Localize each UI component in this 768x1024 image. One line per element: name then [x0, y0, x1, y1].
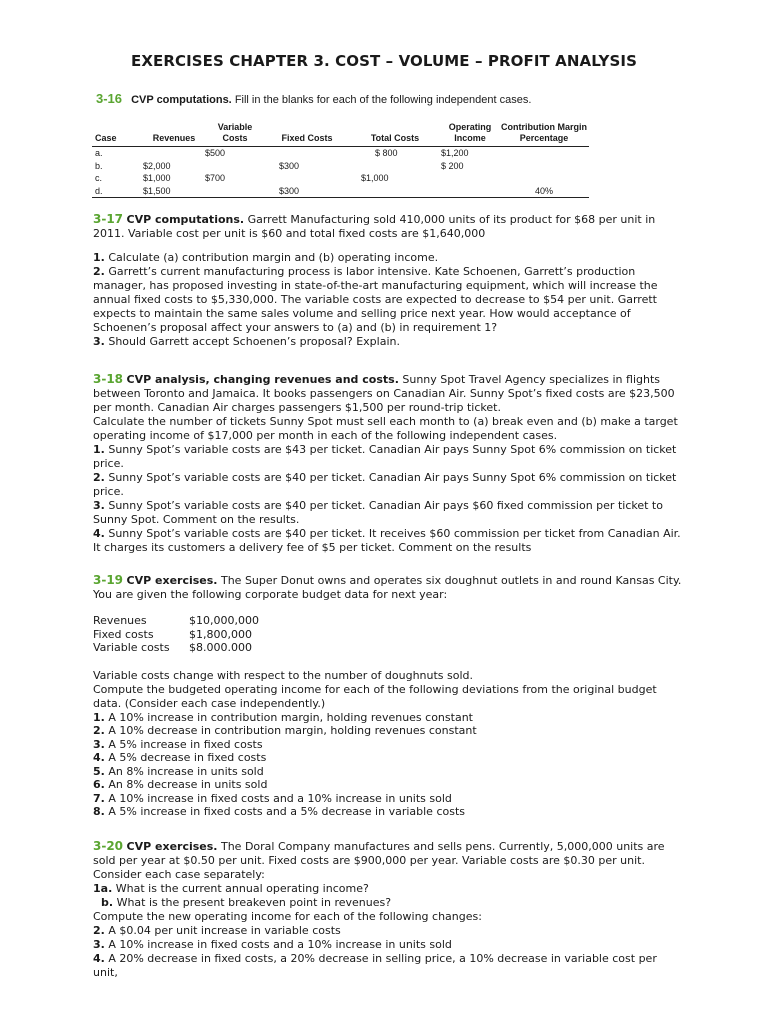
- page-title: EXERCISES CHAPTER 3. COST – VOLUME – PROFIT ANALYSIS: [130, 52, 638, 70]
- exercise-title: CVP exercises.: [126, 574, 218, 587]
- budget-data: [93, 614, 683, 655]
- exercise-title: CVP computations.: [131, 94, 232, 106]
- table-cell: c.: [95, 173, 103, 183]
- list-item: 3. Should Garrett accept Schoenen’s proposal? Explain.: [93, 335, 400, 348]
- table-cell: $1,000: [361, 173, 389, 183]
- exercise-number: 3-17: [93, 212, 124, 226]
- table-cell: [205, 160, 265, 173]
- col-header-revenues: Revenues: [143, 122, 205, 147]
- table-cell: [143, 147, 205, 160]
- list-item: 1a. What is the current annual operating income?: [93, 882, 369, 895]
- exercise-intro: Sunny Spot Travel Agency specializes in flights between Toronto and Jamaica. It books passengers on Canadian Air. Sunny Spot’s fixed costs are $23,500 per month. Canadian Air charges passengers $1,500 per round-trip ticket.: [93, 373, 675, 414]
- table-cell: $300: [279, 160, 300, 171]
- list-item: 4. A 5% decrease in fixed costs: [93, 751, 267, 764]
- table-cell: $1,000: [143, 173, 171, 183]
- exercise-intro: The Doral Company manufactures and sells pens. Currently, 5,000,000 units are sold per year at $0.50 per unit. Fixed costs are $900,000 per year. Variable costs are $0.30 per unit.: [93, 840, 665, 867]
- exercise-number: 3-18: [93, 372, 124, 386]
- exercise-intro: The Super Donut owns and operates six doughnut outlets in and round Kansas City. You are given the following corporate budget data for next year:: [93, 574, 682, 601]
- table-row: [92, 185, 589, 198]
- exercise-instructions: Calculate the number of tickets Sunny Spot must sell each month to (a) break even and (b) make a target operating income of $17,000 per month in each of the following independent cases.: [93, 415, 678, 442]
- table-cell: $300: [279, 185, 300, 196]
- table-cell: [265, 172, 349, 185]
- exercise-number: 3-19: [93, 573, 124, 587]
- exercise-instructions: Compute the new operating income for each of the following changes:: [93, 910, 482, 923]
- list-item: 3. A 5% increase in fixed costs: [93, 737, 263, 751]
- exercise-3-16-heading: [96, 91, 531, 106]
- table-cell: [499, 172, 589, 185]
- table-row: [92, 172, 589, 185]
- table-header-row: [92, 122, 589, 147]
- table-cell: [499, 147, 589, 160]
- table-cell: [349, 160, 441, 173]
- table-cell: [499, 160, 589, 173]
- table-row: [92, 147, 589, 160]
- budget-row: Revenues $10,000,000: [93, 614, 259, 627]
- list-item: 2. A $0.04 per unit increase in variable costs: [93, 924, 341, 937]
- exercise-title: CVP computations.: [126, 213, 245, 226]
- list-item: 3. Sunny Spot’s variable costs are $40 per ticket. Canadian Air pays $60 fixed commission per ticket to Sunny Spot. Comment on the results.: [93, 499, 663, 526]
- table-cell: [349, 185, 441, 198]
- list-item: 3. A 10% increase in fixed costs and a 10% increase in units sold: [93, 938, 452, 951]
- col-header-total-costs: Total Costs: [349, 122, 441, 147]
- list-item: 4. Sunny Spot’s variable costs are $40 per ticket. It receives $60 commission per ticket from Canadian Air. It charges its customers a delivery fee of $5 per ticket. Comment on the results: [93, 527, 681, 554]
- table-cell: $ 800: [375, 148, 398, 158]
- table-cell: [205, 185, 265, 198]
- list-item: 8. A 5% increase in fixed costs and a 5% decrease in variable costs: [93, 805, 466, 818]
- col-header-cm-percentage: Contribution Margin Percentage: [499, 122, 589, 147]
- exercise-note: Consider each case separately:: [93, 868, 265, 881]
- list-item: b. What is the present breakeven point in revenues?: [101, 896, 392, 909]
- table-cell: $700: [205, 173, 226, 183]
- col-header-fixed-costs: Fixed Costs: [265, 122, 349, 147]
- exercise-number: 3-16: [96, 91, 123, 106]
- exercise-intro: Garrett Manufacturing sold 410,000 units of its product for $68 per unit in 2011. Variable cost per unit is $60 and total fixed costs are $1,640,000: [93, 213, 656, 240]
- table-cell: $1,500: [143, 185, 171, 196]
- table-cell: $1,200: [441, 148, 469, 158]
- exercise-title: CVP analysis, changing revenues and costs.: [126, 373, 399, 386]
- list-item: 6. An 8% decrease in units sold: [93, 778, 268, 791]
- exercise-3-19: [93, 573, 683, 819]
- exercise-description: Fill in the blanks for each of the following independent cases.: [234, 94, 532, 106]
- list-item: 4. A 20% decrease in fixed costs, a 20% decrease in selling price, a 10% decrease in variable cost per unit,: [93, 952, 657, 979]
- list-item: 1. Calculate (a) contribution margin and (b) operating income.: [93, 251, 439, 264]
- col-header-operating-income: Operating Income: [441, 122, 499, 147]
- exercise-title: CVP exercises.: [126, 840, 218, 853]
- table-row: [92, 160, 589, 173]
- exercise-3-20: [93, 839, 683, 980]
- list-item: 2. Sunny Spot’s variable costs are $40 per ticket. Canadian Air pays Sunny Spot 6% commission on ticket price.: [93, 471, 677, 498]
- exercise-3-18: [93, 372, 683, 555]
- table-cell: [441, 185, 499, 198]
- table-cell: $2,000: [143, 160, 171, 171]
- list-item: 7. A 10% increase in fixed costs and a 10% increase in units sold: [93, 791, 452, 805]
- table-cell: $500: [205, 148, 226, 158]
- budget-row: Variable costs $8.000.000: [93, 641, 252, 654]
- exercise-3-17: [93, 212, 683, 349]
- table-cell: 40%: [534, 185, 553, 196]
- table-cell: d.: [95, 185, 103, 196]
- list-item: 2. A 10% decrease in contribution margin, holding revenues constant: [93, 724, 477, 737]
- budget-row: Fixed costs $1,800,000: [93, 627, 252, 641]
- list-item: 1. Sunny Spot’s variable costs are $43 per ticket. Canadian Air pays Sunny Spot 6% commission on ticket price.: [93, 443, 677, 470]
- table-cell: [265, 147, 349, 160]
- table-cell: $ 200: [441, 160, 464, 171]
- table-cell: a.: [95, 148, 103, 158]
- col-header-case: Case: [92, 122, 143, 147]
- exercise-number: 3-20: [93, 839, 124, 853]
- list-item: 2. Garrett’s current manufacturing process is labor intensive. Kate Schoenen, Garrett’s production manager, has proposed investing in state-of-the-art manufacturing equipment, which will increase the annual fixed costs to $5,330,000. The variable costs are expected to decrease to $54 per unit. Garrett expects to maintain the same sales volume and selling price next year. How would acceptance of Schoenen’s proposal affect your answers to (a) and (b) in requirement 1?: [93, 265, 658, 334]
- table-cell: b.: [95, 160, 103, 171]
- list-item: 1. A 10% increase in contribution margin, holding revenues constant: [93, 710, 473, 724]
- exercise-instructions: Compute the budgeted operating income for each of the following deviations from the original budget data. (Consider each case independently.): [93, 682, 657, 710]
- table-cell: [441, 172, 499, 185]
- cvp-table: [92, 122, 589, 198]
- list-item: 5. An 8% increase in units sold: [93, 764, 264, 778]
- exercise-note: Variable costs change with respect to the number of doughnuts sold.: [93, 668, 474, 682]
- col-header-variable-costs: Variable Costs: [205, 122, 265, 147]
